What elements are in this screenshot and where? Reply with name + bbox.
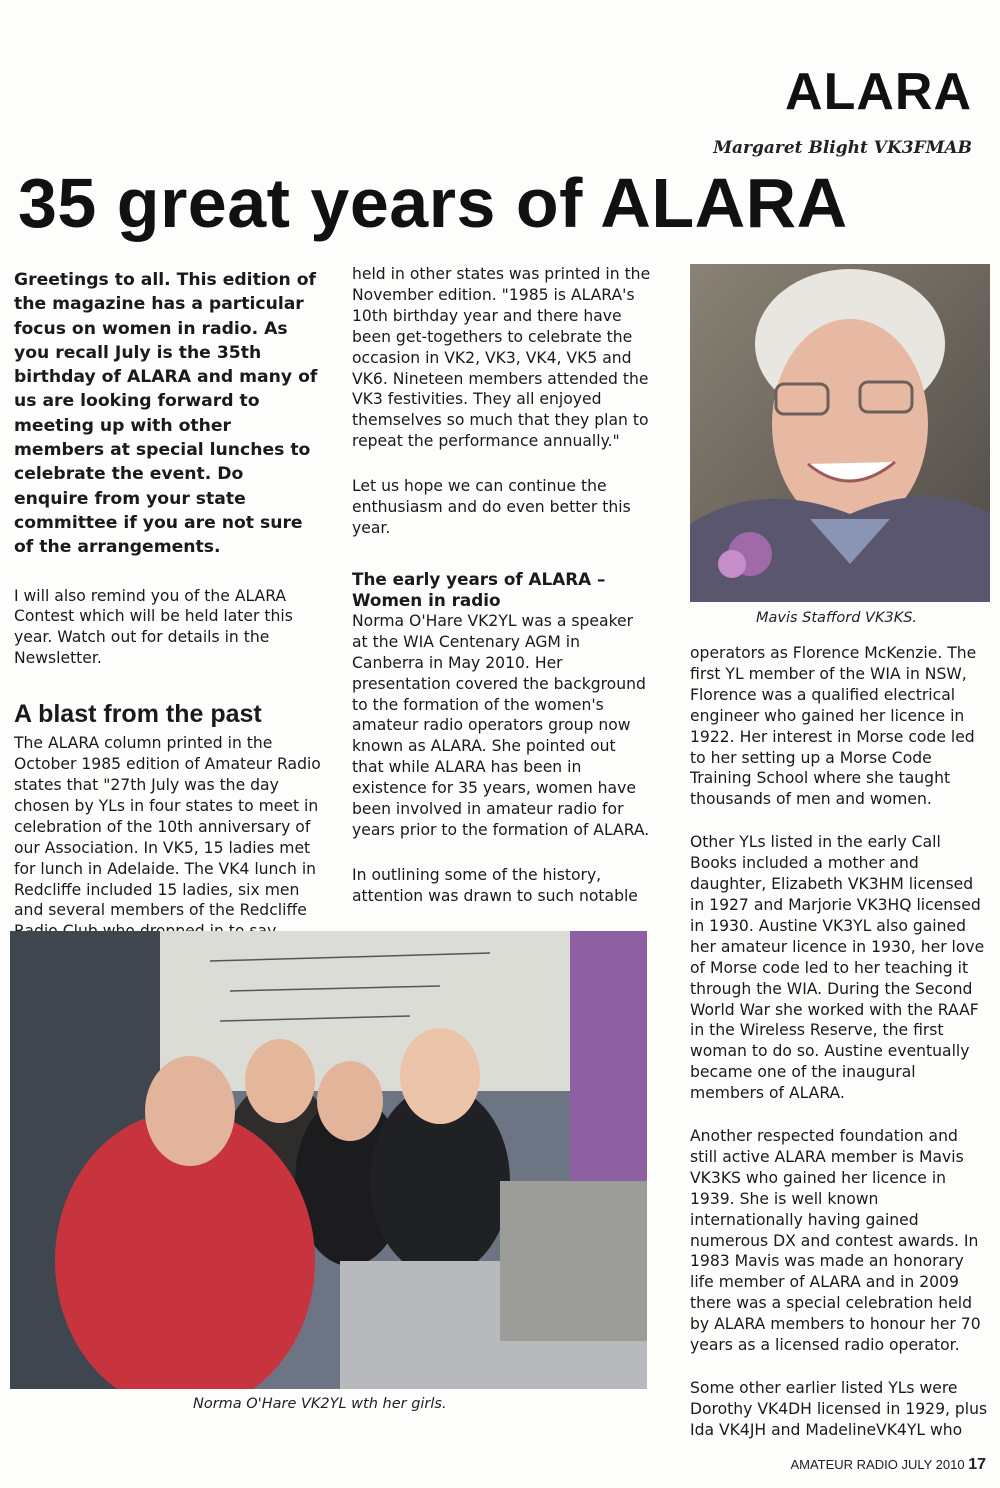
portrait-illustration [690, 264, 990, 602]
group-photo-illustration [10, 931, 647, 1389]
footer-magazine: AMATEUR RADIO JULY 2010 [790, 1457, 965, 1472]
caption-norma: Norma O'Hare VK2YL wth her girls. [193, 1396, 447, 1412]
paragraph: Norma O'Hare VK2YL was a speaker at the WIA Centenary AGM in Canberra in May 2010. Her presentation covered the background to the formation of the women's amateur radio operators group now known as ALARA. She pointed out that while ALARA has been in existence for 35 years, women have been involved in amateur radio for years prior to the formation of ALARA. [352, 611, 650, 839]
caption-mavis: Mavis Stafford VK3KS. [756, 610, 918, 626]
paragraph: operators as Florence McKenzie. The first YL member of the WIA in NSW, Florence was a qualified electrical engineer who gained her licence in 1922. Her interest in Morse code led to her setting up a Morse Code Training School where she taught thousands of men and women. [690, 644, 977, 809]
page-footer [790, 1456, 986, 1474]
page-number: 17 [968, 1456, 986, 1473]
lead-paragraph: Greetings to all. This edition of the magazine has a particular focus on women in radio. As you recall July is the 35th birthday of ALARA and many of us are looking forward to meeting up with other members at special lunches to celebrate the event. Do enquire from your state committee if you are not sure of the arrangements. [14, 270, 318, 558]
photo-norma-ohare [10, 931, 647, 1389]
subheading-blast-from-the-past: A blast from the past [14, 700, 262, 729]
article-headline: 35 great years of ALARA [18, 164, 848, 242]
paragraph: Let us hope we can continue the enthusiasm and do even better this year. [352, 477, 631, 537]
paragraph: Some other earlier listed YLs were Dorothy VK4DH licensed in 1929, plus Ida VK4JH and MadelineVK4YL who [690, 1379, 988, 1439]
paragraph: Another respected foundation and still active ALARA member is Mavis VK3KS who gained her licence in 1939. She is well known internationally having gained numerous DX and contest awards. In 1983 Mavis was made an honorary life member of ALARA and in 2009 there was a special celebration held by ALARA members to honour her 70 years as a licensed radio operator. [690, 1127, 981, 1355]
paragraph: held in other states was printed in the November edition. "1985 is ALARA's 10th birthday year and there have been get-togethers to celebrate the occasion in VK2, VK3, VK4, VK5 and VK6. Nineteen members attended the VK3 festivities. They all enjoyed themselves so much that they plan to repeat the performance annually." [352, 265, 651, 451]
column-3 [690, 643, 990, 1463]
column-1 [14, 268, 322, 993]
paragraph: I will also remind you of the ALARA Contest which will be held later this year. Watch out for details in the Newsletter. [14, 586, 293, 668]
column-2 [352, 264, 652, 931]
section-title: ALARA [785, 63, 972, 121]
paragraph: Other YLs listed in the early Call Books included a mother and daughter, Elizabeth VK3HM licensed in 1927 and Marjorie VK3HQ licensed in 1930. Austine VK3YL also gained her amateur licence in 1930, her love of Morse code led to her teaching it through the WIA. During the Second World War she worked with the RAAF in the Wireless Reserve, the first woman to do so. Austine eventually became one of the inaugural members of ALARA. [690, 833, 985, 1103]
author-byline: Margaret Blight VK3FMAB [713, 138, 972, 158]
subheading-early-years: The early years of ALARA – Women in radio [352, 568, 606, 610]
paragraph: In outlining some of the history, attention was drawn to such notable [352, 865, 638, 905]
paragraph: The ALARA column printed in the October 1985 edition of Amateur Radio states that "27th July was the day chosen by YLs in four states to meet in celebration of the 10th anniversary of our Association. In VK5, 15 ladies met for lunch in Adelaide. The VK4 lunch in Redcliffe included 15 ladies, six men and several members of the Redcliffe [14, 734, 321, 920]
photo-mavis-stafford [690, 264, 990, 602]
